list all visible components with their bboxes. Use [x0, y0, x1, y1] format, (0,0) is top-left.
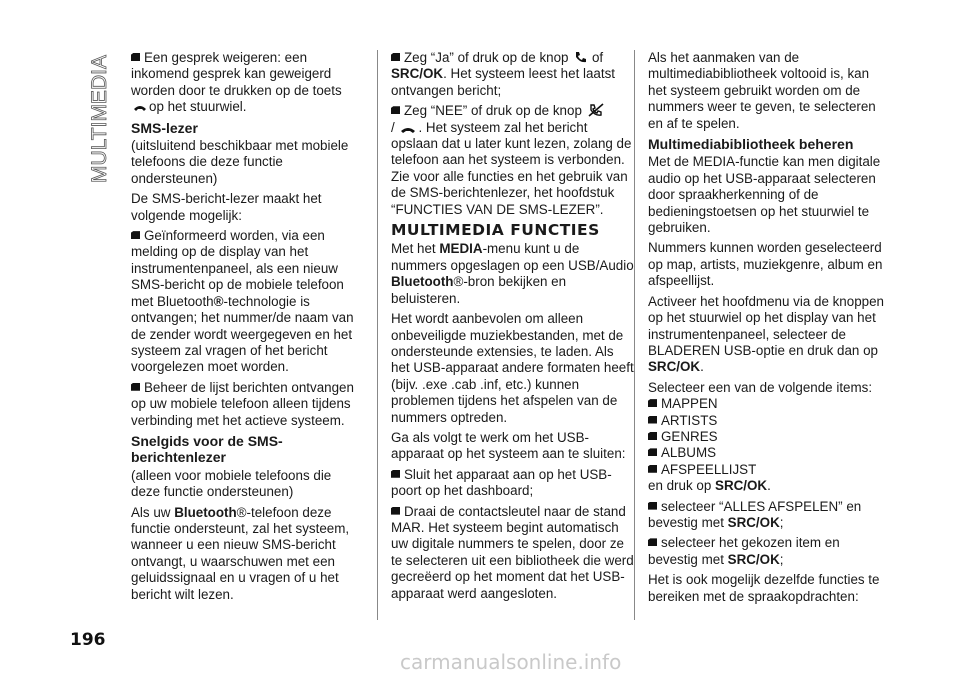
bullet-icon: [648, 538, 657, 546]
text: Met het: [391, 241, 436, 257]
paragraph: [648, 478, 886, 494]
paragraph: De SMS-bericht-lezer maakt het volgende mogelijk:: [131, 191, 322, 223]
bullet-icon: [391, 507, 400, 515]
paragraph: (uitsluitend beschikbaar met mobiele telefoons die deze functie ondersteunen): [131, 138, 349, 186]
side-title-svg: [84, 55, 114, 185]
hang-up-phone-icon: [133, 103, 147, 113]
text: GENRES: [661, 428, 718, 444]
src-ok-label: SRC/OK: [715, 478, 768, 494]
media-label: MEDIA: [439, 241, 483, 257]
heading-sms-lezer: SMS-lezer: [131, 119, 198, 136]
column-1: [131, 50, 363, 607]
bullet-icon: [648, 502, 657, 510]
phone-mute-icon: [588, 103, 604, 117]
paragraph: [131, 50, 363, 116]
bullet-icon: [391, 470, 400, 478]
text: Als uw: [131, 504, 171, 520]
paragraph: [391, 241, 634, 307]
text: en druk op: [648, 478, 712, 494]
text: selecteer het gekozen item en bevestig met: [648, 535, 840, 567]
heading-multimedia-functies: MULTIMEDIA FUNCTIES: [391, 221, 600, 240]
paragraph: [648, 499, 886, 532]
bullet-icon: [131, 53, 140, 61]
paragraph: Met de MEDIA-functie kan men digitale audio op het USB-apparaat selecteren door spraakherkenning of de bedieningstoetsen op het stuurwiel te gebruiken.: [648, 154, 881, 236]
text: ;: [779, 551, 784, 567]
bullet-icon: [131, 231, 140, 239]
list-item: [648, 462, 886, 478]
text: Sluit het apparaat aan op het USB-poort op het dashboard;: [391, 466, 612, 499]
text: /: [391, 119, 395, 135]
paragraph: [391, 467, 634, 500]
paragraph: Nummers kunnen worden geselecteerd op map, artists, muziekgenre, album en afspeellijst.: [648, 240, 883, 289]
bullet-icon: [648, 465, 657, 473]
watermark: carmanualsonline.info: [400, 650, 622, 674]
bullet-icon: [391, 106, 400, 114]
page-number: 196: [70, 630, 106, 650]
text: ARTISTS: [661, 412, 718, 428]
bullet-icon: [391, 53, 400, 61]
text: .: [767, 478, 771, 494]
text: Zeg “NEE” of druk op de knop: [404, 103, 582, 119]
src-ok-label: SRC/OK: [391, 66, 444, 82]
column-divider: [377, 50, 378, 620]
column-3: [648, 50, 886, 609]
list-item: [648, 396, 886, 412]
bullet-icon: [131, 383, 140, 391]
list-item: [648, 429, 886, 445]
bluetooth-label: Bluetooth: [391, 274, 454, 290]
paragraph: [131, 228, 363, 376]
text: -technologie is ontvangen; het nummer/de naam van de zender wordt weergegeven en het systeem zal vragen of het bericht voorgelezen moet worden.: [131, 293, 354, 375]
column-divider: [634, 50, 635, 620]
text: Een gesprek weigeren: een inkomend gesprek kan geweigerd worden door te drukken op de toets: [131, 50, 342, 98]
bullet-icon: [648, 432, 657, 440]
text: -menu kunt u de nummers opgeslagen op een USB/Audio: [391, 241, 634, 273]
text: ®-bron bekijken en beluisteren.: [391, 274, 567, 306]
text: Geïnformeerd worden, via een melding op de display van het instrumentenpaneel, als een nieuw SMS-bericht op de mobiele telefoon met Bluetooth: [131, 228, 344, 309]
text: ;: [779, 514, 784, 530]
text: ®-telefoon deze functie ondersteunt, zal het systeem, wanneer u een nieuw SMS-bericht ontvangt, u waarschuwen met een geluidssignaal en u vragen of u het bericht wilt lezen.: [131, 504, 350, 602]
paragraph: [131, 505, 363, 603]
text: Draai de contactsleutel naar de stand MAR. Het systeem begint automatisch uw digitale nummers te spelen, door ze te selecteren uit een bibliotheek die werd gecreëerd op het moment dat het USB-apparaat werd aangesloten.: [391, 503, 634, 601]
side-title: [84, 55, 114, 185]
side-title-text: MULTIMEDIA: [88, 55, 111, 183]
paragraph: [391, 50, 634, 99]
src-ok-label: SRC/OK: [648, 359, 701, 375]
paragraph: [131, 380, 363, 429]
hang-up-phone-icon: [400, 125, 416, 134]
bullet-icon: [648, 399, 657, 407]
list-item: [648, 413, 886, 429]
heading-multimediabibliotheek: Multimediabibliotheek beheren: [648, 136, 854, 153]
paragraph: [391, 103, 634, 218]
bluetooth-label: Bluetooth: [174, 504, 237, 520]
text: Zeg “Ja” of druk op de knop: [404, 50, 569, 65]
text: selecteer “ALLES AFSPELEN” en bevestig met: [648, 498, 862, 530]
paragraph: Als het aanmaken van de multimediabibliotheek voltooid is, kan het systeem gebruikt worden om de nummers weer te geven, te selecteren en af te spelen.: [648, 50, 876, 131]
text: of: [591, 50, 604, 65]
text: Beheer de lijst berichten ontvangen op uw mobiele telefoon alleen tijdens verbinding met het actieve systeem.: [131, 379, 354, 428]
text: ALBUMS: [661, 445, 717, 461]
column-2: [391, 50, 634, 606]
src-ok-label: SRC/OK: [727, 551, 780, 567]
paragraph: [648, 294, 886, 376]
src-ok-label: SRC/OK: [727, 514, 780, 530]
paragraph: Ga als volgt te werk om het USB-apparaat op het systeem aan te sluiten:: [391, 429, 626, 462]
bullet-icon: [648, 416, 657, 424]
paragraph: [648, 535, 886, 568]
paragraph: (alleen voor mobiele telefoons die deze functie ondersteunen): [131, 467, 332, 500]
paragraph: Het wordt aanbevolen om alleen onbeveiligde muziekbestanden, met de ondersteunde extensies, te laden. Als het USB-apparaat andere formaten heeft (bijv. .exe .cab .inf, etc.) kunnen problemen tijdens het afspelen van de nummers optreden.: [391, 311, 634, 425]
paragraph: Het is ook mogelijk dezelfde functies te bereiken met de spraakopdrachten:: [648, 572, 880, 604]
phone-icon: [574, 51, 586, 64]
text: MAPPEN: [661, 396, 718, 412]
text: .: [700, 359, 704, 375]
heading-snelgids: Snelgids voor de SMS-berichtenlezer: [131, 432, 283, 466]
bullet-icon: [648, 448, 657, 456]
paragraph: [391, 504, 634, 602]
text: . Het systeem zal het bericht opslaan dat u later kunt lezen, zolang de telefoon aan het systeem is verbonden. Zie voor alle functies en het gebruik van de SMS-berichtenlezer, het hoofdstuk “FUNCTIES VAN DE SMS-LEZER”.: [391, 119, 632, 217]
list-item: [648, 445, 886, 461]
text: op het stuurwiel.: [149, 99, 247, 115]
paragraph: Selecteer een van de volgende items:: [648, 379, 873, 395]
text: AFSPEELLIJST: [661, 461, 757, 477]
text: Activeer het hoofdmenu via de knoppen op het stuurwiel op het display van het instrumentenpaneel, selecteer de BLADEREN USB-optie en druk dan op: [648, 293, 884, 358]
registered-symbol: ®: [213, 293, 224, 309]
text: . Het systeem leest het laatst ontvangen bericht;: [391, 66, 616, 98]
